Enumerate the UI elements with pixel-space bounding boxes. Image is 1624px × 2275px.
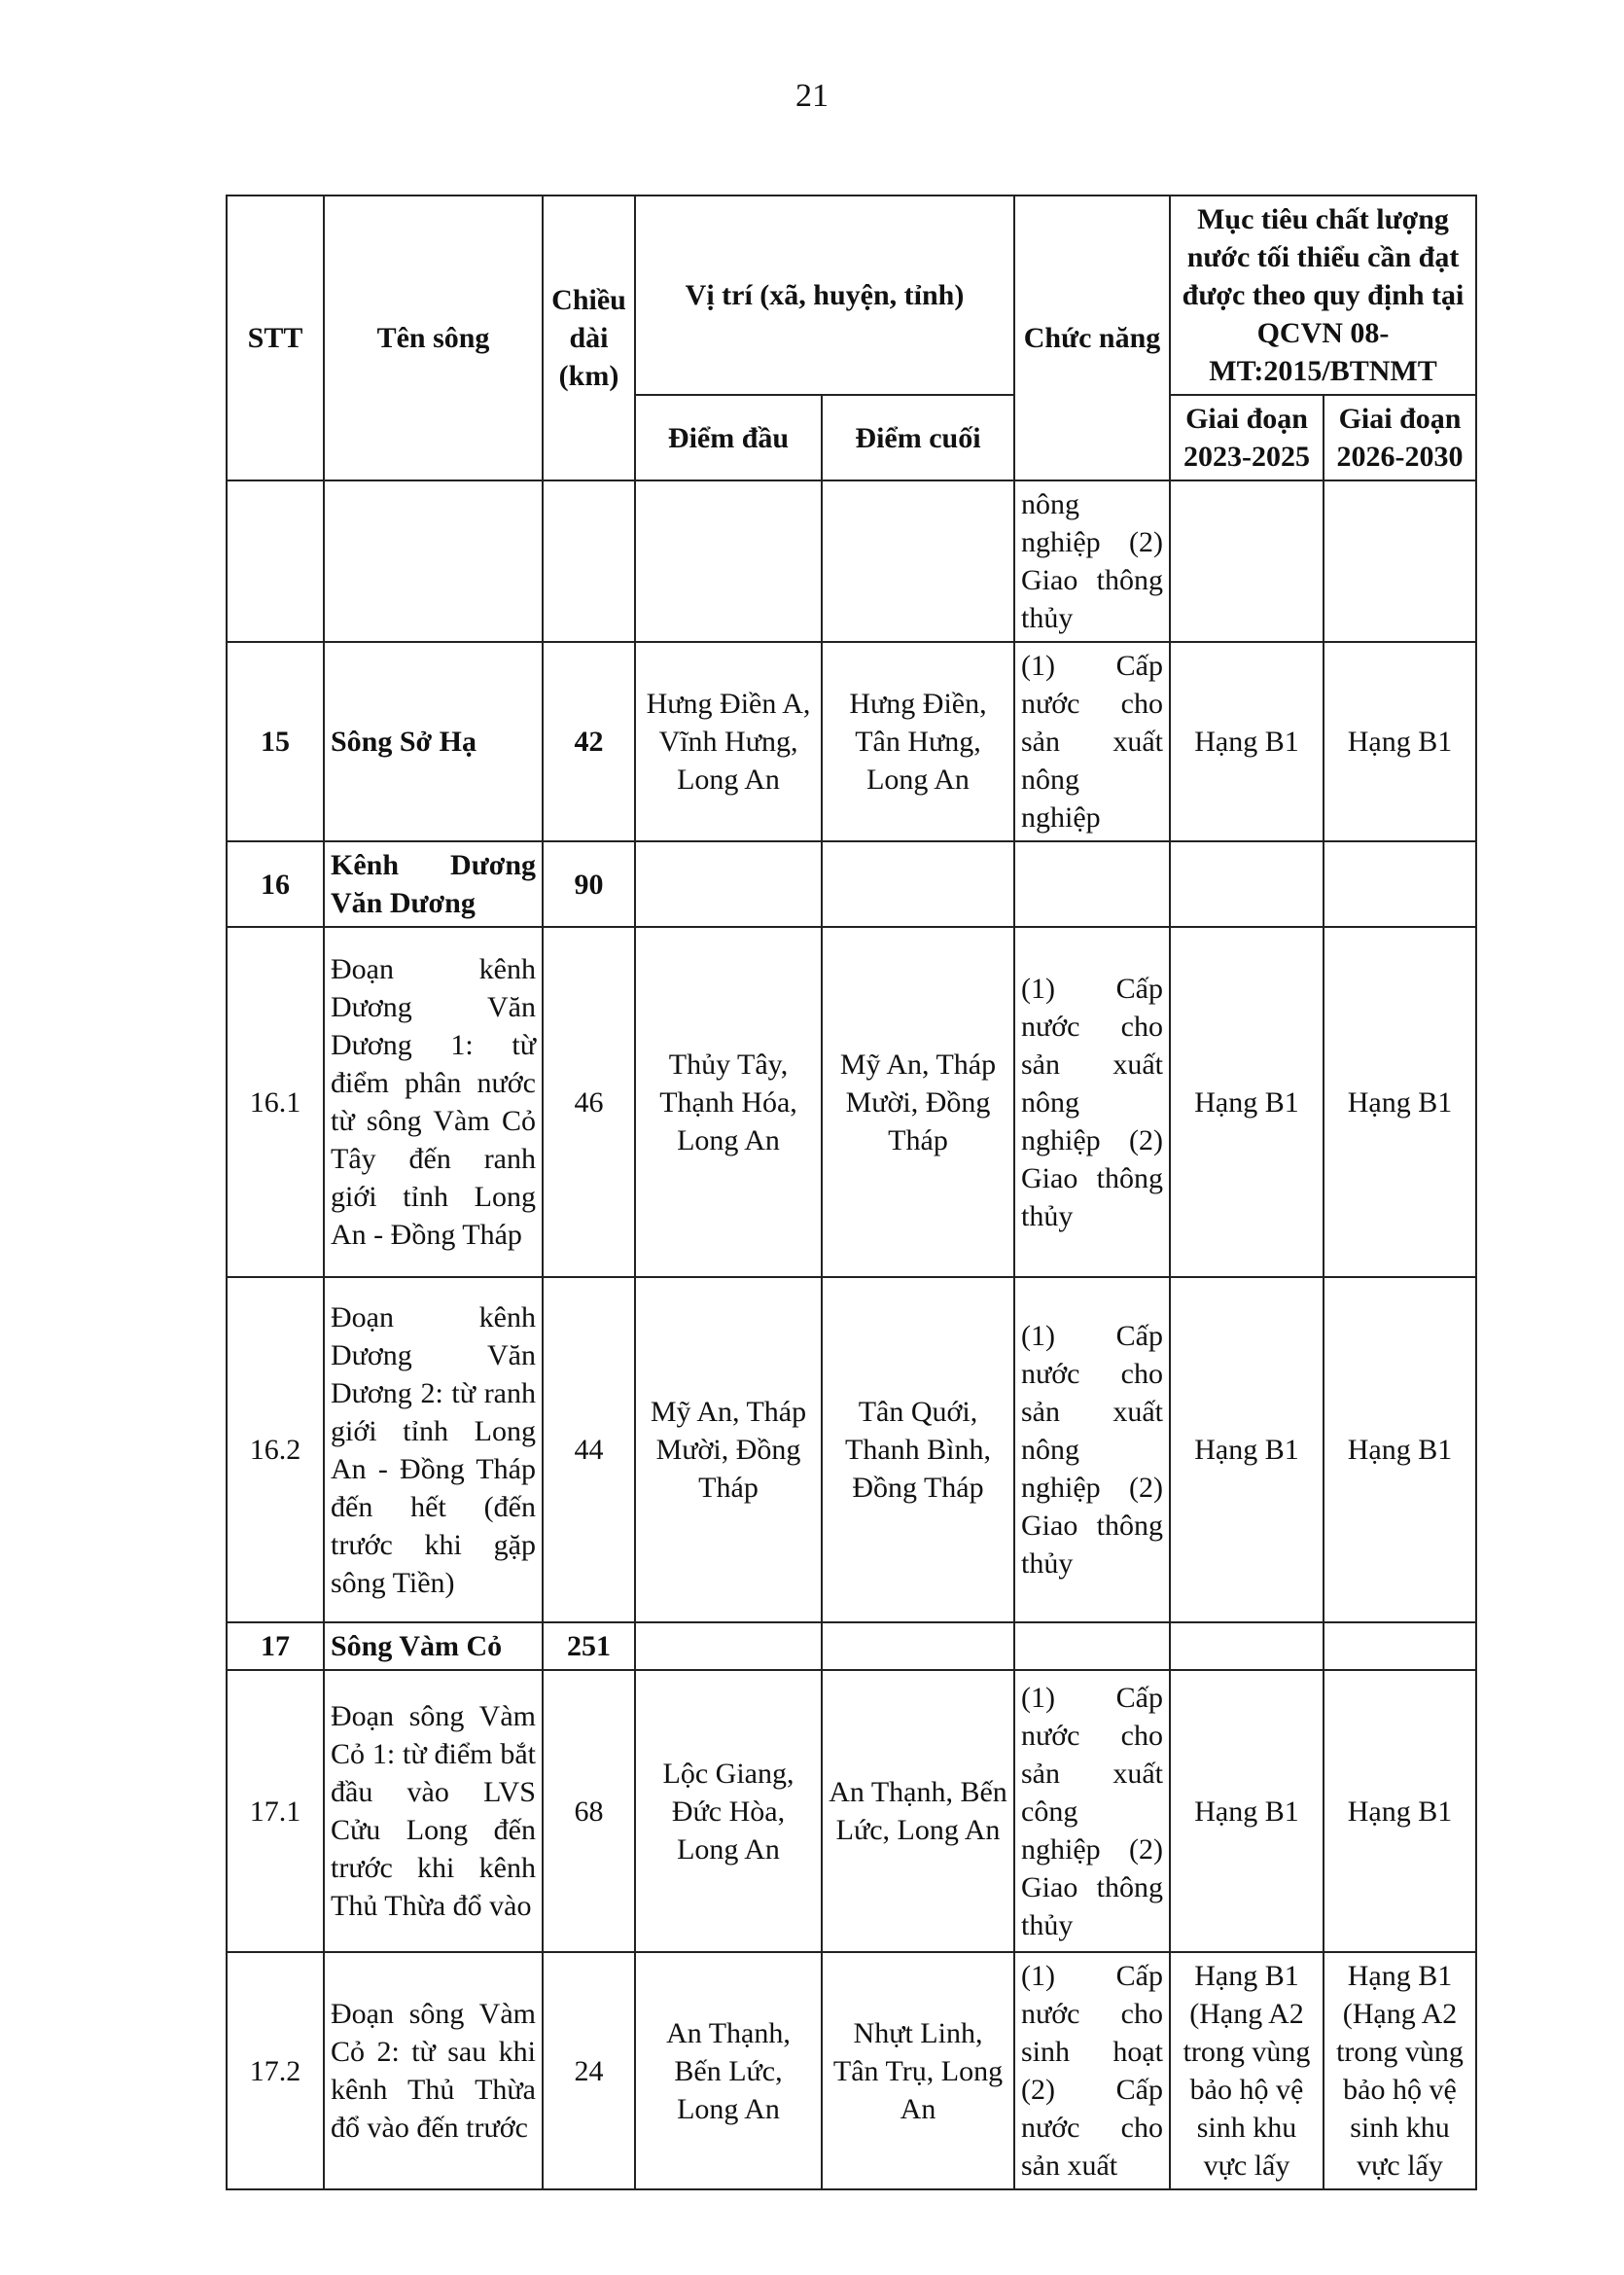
cell-phase2: Hạng B1 <box>1324 1277 1476 1622</box>
cell-phase1 <box>1170 841 1324 927</box>
river-water-quality-table <box>226 195 1477 2190</box>
header-start: Điểm đầu <box>635 395 822 480</box>
header-phase2: Giai đoạn 2026-2030 <box>1324 395 1476 480</box>
table-row <box>227 1670 1476 1952</box>
cell-end: Tân Quới, Thanh Bình, Đồng Tháp <box>822 1277 1014 1622</box>
header-stt: STT <box>227 196 324 480</box>
table-row <box>227 927 1476 1277</box>
cell-function <box>1014 1622 1170 1670</box>
cell-name <box>324 480 543 642</box>
cell-start <box>635 841 822 927</box>
cell-length <box>543 480 635 642</box>
header-phase1: Giai đoạn 2023-2025 <box>1170 395 1324 480</box>
table-row <box>227 642 1476 841</box>
cell-stt: 16 <box>227 841 324 927</box>
cell-end: An Thạnh, Bến Lức, Long An <box>822 1670 1014 1952</box>
cell-phase1: Hạng B1 <box>1170 927 1324 1277</box>
cell-phase1 <box>1170 480 1324 642</box>
cell-function: nông nghiệp (2) Giao thông thủy <box>1014 480 1170 642</box>
cell-phase2: Hạng B1 <box>1324 642 1476 841</box>
cell-name: Đoạn kênh Dương Văn Dương 1: từ điểm phân nước từ sông Vàm Cỏ Tây đến ranh giới tỉnh Long An - Đồng Tháp <box>324 927 543 1277</box>
cell-phase2 <box>1324 480 1476 642</box>
header-target: Mục tiêu chất lượng nước tối thiểu cần đạt được theo quy định tại QCVN 08-MT:2015/BTNMT <box>1170 196 1476 395</box>
cell-length: 251 <box>543 1622 635 1670</box>
cell-phase2: Hạng B1 <box>1324 927 1476 1277</box>
cell-function: (1) Cấp nước cho sản xuất nông nghiệp (2) Giao thông thủy <box>1014 927 1170 1277</box>
cell-phase1: Hạng B1 (Hạng A2 trong vùng bảo hộ vệ sinh khu vực lấy <box>1170 1952 1324 2189</box>
cell-stt: 17.1 <box>227 1670 324 1952</box>
header-location: Vị trí (xã, huyện, tỉnh) <box>635 196 1014 395</box>
header-length: Chiều dài (km) <box>543 196 635 480</box>
cell-phase2 <box>1324 841 1476 927</box>
cell-length: 24 <box>543 1952 635 2189</box>
cell-stt <box>227 480 324 642</box>
cell-end: Nhựt Linh, Tân Trụ, Long An <box>822 1952 1014 2189</box>
table-row <box>227 841 1476 927</box>
cell-stt: 16.2 <box>227 1277 324 1622</box>
cell-length: 42 <box>543 642 635 841</box>
cell-end <box>822 1622 1014 1670</box>
cell-end <box>822 480 1014 642</box>
cell-length: 44 <box>543 1277 635 1622</box>
cell-name: Đoạn sông Vàm Cỏ 2: từ sau khi kênh Thủ Thừa đổ vào đến trước <box>324 1952 543 2189</box>
cell-start: Mỹ An, Tháp Mười, Đồng Tháp <box>635 1277 822 1622</box>
cell-function: (1) Cấp nước cho sinh hoạt (2) Cấp nước cho sản xuất <box>1014 1952 1170 2189</box>
cell-start <box>635 480 822 642</box>
cell-length: 46 <box>543 927 635 1277</box>
cell-function: (1) Cấp nước cho sản xuất nông nghiệp <box>1014 642 1170 841</box>
cell-start <box>635 1622 822 1670</box>
cell-start: Hưng Điền A, Vĩnh Hưng, Long An <box>635 642 822 841</box>
cell-name: Đoạn kênh Dương Văn Dương 2: từ ranh giới tỉnh Long An - Đồng Tháp đến hết (đến trước khi gặp sông Tiền) <box>324 1277 543 1622</box>
page-number: 21 <box>795 78 829 114</box>
cell-start: Thủy Tây, Thạnh Hóa, Long An <box>635 927 822 1277</box>
cell-start: An Thạnh, Bến Lức, Long An <box>635 1952 822 2189</box>
cell-phase2: Hạng B1 <box>1324 1670 1476 1952</box>
header-name: Tên sông <box>324 196 543 480</box>
cell-start: Lộc Giang, Đức Hòa, Long An <box>635 1670 822 1952</box>
cell-phase1 <box>1170 1622 1324 1670</box>
cell-end: Hưng Điền, Tân Hưng, Long An <box>822 642 1014 841</box>
table-row <box>227 1277 1476 1622</box>
cell-name: Đoạn sông Vàm Cỏ 1: từ điểm bắt đầu vào LVS Cửu Long đến trước khi kênh Thủ Thừa đổ vào <box>324 1670 543 1952</box>
cell-stt: 17.2 <box>227 1952 324 2189</box>
cell-stt: 17 <box>227 1622 324 1670</box>
cell-name: Kênh Dương Văn Dương <box>324 841 543 927</box>
cell-name: Sông Sở Hạ <box>324 642 543 841</box>
cell-phase2: Hạng B1 (Hạng A2 trong vùng bảo hộ vệ sinh khu vực lấy <box>1324 1952 1476 2189</box>
cell-phase1: Hạng B1 <box>1170 1277 1324 1622</box>
cell-function: (1) Cấp nước cho sản xuất nông nghiệp (2) Giao thông thủy <box>1014 1277 1170 1622</box>
cell-length: 68 <box>543 1670 635 1952</box>
cell-phase2 <box>1324 1622 1476 1670</box>
cell-name: Sông Vàm Cỏ <box>324 1622 543 1670</box>
table-row <box>227 480 1476 642</box>
cell-end <box>822 841 1014 927</box>
cell-stt: 16.1 <box>227 927 324 1277</box>
table-row <box>227 1952 1476 2189</box>
cell-stt: 15 <box>227 642 324 841</box>
cell-function: (1) Cấp nước cho sản xuất công nghiệp (2) Giao thông thủy <box>1014 1670 1170 1952</box>
table-row <box>227 1622 1476 1670</box>
cell-end: Mỹ An, Tháp Mười, Đồng Tháp <box>822 927 1014 1277</box>
cell-phase1: Hạng B1 <box>1170 642 1324 841</box>
cell-function <box>1014 841 1170 927</box>
cell-phase1: Hạng B1 <box>1170 1670 1324 1952</box>
cell-length: 90 <box>543 841 635 927</box>
header-function: Chức năng <box>1014 196 1170 480</box>
header-end: Điểm cuối <box>822 395 1014 480</box>
